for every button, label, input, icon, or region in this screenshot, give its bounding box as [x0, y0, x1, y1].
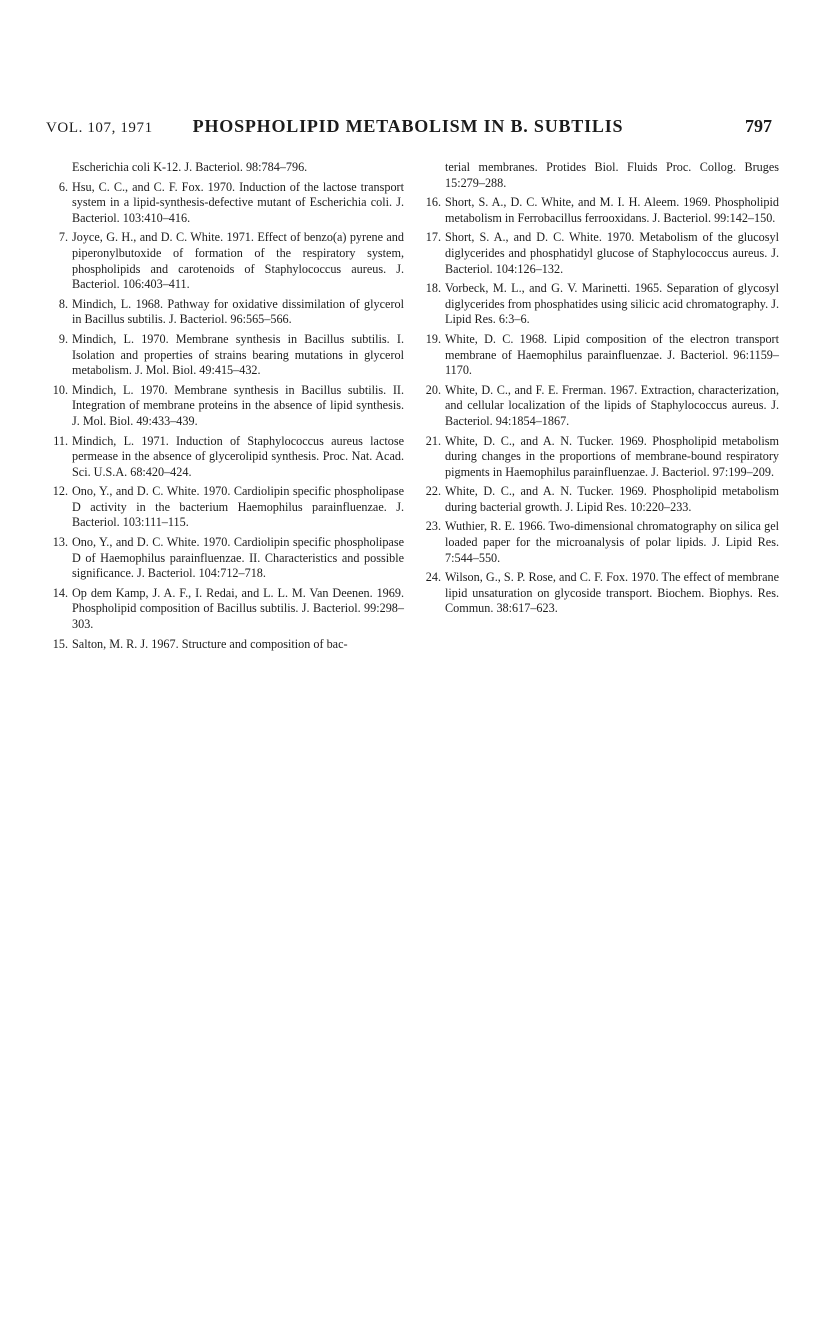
reference-text: Vorbeck, M. L., and G. V. Marinetti. 1965. Separation of glycosyl diglycerides from phosphatides using silicic acid chromatography. J. Lipid Res. 6:3–6.	[445, 281, 779, 327]
reference-number: 18.	[425, 281, 441, 296]
reference-text: Short, S. A., D. C. White, and M. I. H. Aleem. 1969. Phospholipid metabolism in Ferrobacillus ferrooxidans. J. Bacteriol. 99:142–150.	[445, 195, 779, 225]
reference-number: 11.	[53, 433, 68, 448]
reference-number: 17.	[425, 230, 441, 245]
reference-item	[54, 434, 404, 481]
reference-item	[427, 570, 779, 617]
reference-number: 24.	[425, 570, 441, 585]
reference-number: 21.	[425, 433, 441, 448]
reference-text: Mindich, L. 1971. Induction of Staphylococcus aureus lactose permease in the absence of glycerolipid synthesis. Proc. Nat. Acad. Sci. U.S.A. 68:420–424.	[72, 433, 404, 479]
reference-number: 9.	[58, 331, 68, 346]
page-header	[0, 116, 816, 142]
reference-number: 14.	[52, 585, 68, 600]
reference-item	[54, 484, 404, 531]
reference-text: Escherichia coli K-12. J. Bacteriol. 98:784–796.	[72, 160, 308, 174]
reference-text: Ono, Y., and D. C. White. 1970. Cardiolipin specific phospholipase D of Haemophilus parainfluenzae. II. Characteristics and possible significance. J. Bacteriol. 104:712–718.	[72, 535, 404, 581]
reference-item	[427, 519, 779, 566]
reference-item	[54, 180, 404, 227]
reference-text: Short, S. A., and D. C. White. 1970. Metabolism of the glucosyl diglycerides and phosphatidyl glucose of Staphylococcus aureus. J. Bacteriol. 104:126–132.	[445, 230, 779, 276]
reference-text: Hsu, C. C., and C. F. Fox. 1970. Induction of the lactose transport system in a lipid-synthesis-defective mutant of Escherichia coli. J. Bacteriol. 103:410–416.	[72, 179, 404, 225]
reference-text: Wilson, G., S. P. Rose, and C. F. Fox. 1970. The effect of membrane lipid unsaturation on glycoside transport. Biochem. Biophys. Res. Commun. 38:617–623.	[445, 570, 779, 616]
reference-text: Mindich, L. 1970. Membrane synthesis in Bacillus subtilis. I. Isolation and properties of strains bearing mutations in glycerol metabolism. J. Mol. Biol. 49:415–432.	[72, 331, 404, 378]
reference-item	[427, 434, 779, 481]
reference-text: terial membranes. Protides Biol. Fluids Proc. Collog. Bruges 15:279–288.	[445, 160, 779, 190]
reference-number: 20.	[425, 382, 441, 397]
reference-item	[54, 383, 404, 430]
reference-number: 16.	[425, 195, 441, 210]
reference-text: Mindich, L. 1970. Membrane synthesis in Bacillus subtilis. II. Integration of membrane proteins in the absence of lipid synthesis. J. Mol. Biol. 49:433–439.	[72, 382, 404, 428]
reference-number: 6.	[58, 179, 68, 194]
reference-number: 22.	[425, 484, 441, 499]
reference-number: 10.	[52, 382, 68, 397]
reference-text: Ono, Y., and D. C. White. 1970. Cardiolipin specific phospholipase D activity in the bacterium Haemophilus parainfluenzae. J. Bacteriol. 103:111–115.	[72, 484, 404, 530]
reference-item	[54, 586, 404, 633]
reference-item	[54, 535, 404, 582]
reference-text: White, D. C., and A. N. Tucker. 1969. Phospholipid metabolism during bacterial growth. J. Lipid Res. 10:220–233.	[445, 484, 779, 514]
reference-text: Mindich, L. 1968. Pathway for oxidative dissimilation of glycerol in Bacillus subtilis. J. Bacteriol. 96:565–566.	[72, 296, 404, 327]
reference-text: Joyce, G. H., and D. C. White. 1971. Effect of benzo(a) pyrene and piperonylbutoxide of formation of the respiratory system, phospholipids and carotenoids of Staphylococcus aureus. J. Bacteriol. 106:403–411.	[72, 230, 404, 292]
reference-item	[427, 484, 779, 515]
reference-text: Wuthier, R. E. 1966. Two-dimensional chromatography on silica gel loaded paper for the microanalysis of polar lipids. J. Lipid Res. 7:544–550.	[445, 519, 779, 565]
reference-number: 12.	[52, 484, 68, 499]
reference-text: White, D. C., and F. E. Frerman. 1967. Extraction, characterization, and cellular localization of the lipids of Staphylococcus aureus. J. Bacteriol. 94:1854–1867.	[445, 382, 779, 428]
reference-item	[427, 160, 779, 191]
reference-item	[427, 230, 779, 277]
reference-number: 13.	[52, 535, 68, 550]
reference-text: Salton, M. R. J. 1967. Structure and composition of bac-	[72, 636, 348, 651]
reference-text: White, D. C. 1968. Lipid composition of the electron transport membrane of Haemophilus parainfluenzae. J. Bacteriol. 96:1159–1170.	[445, 331, 779, 378]
running-title: PHOSPHOLIPID METABOLISM IN B. SUBTILIS	[192, 116, 624, 136]
reference-item	[427, 281, 779, 328]
reference-item	[427, 195, 779, 226]
reference-item	[54, 160, 404, 176]
reference-item	[427, 383, 779, 430]
reference-item	[54, 230, 404, 292]
reference-item	[54, 332, 404, 379]
reference-text: Op dem Kamp, J. A. F., I. Redai, and L. L. M. Van Deenen. 1969. Phospholipid composition of Bacillus subtilis. J. Bacteriol. 99:298–303.	[72, 585, 404, 632]
reference-number: 15.	[52, 636, 68, 651]
references-right-column	[427, 160, 779, 621]
reference-text: White, D. C., and A. N. Tucker. 1969. Phospholipid metabolism during changes in the proportions of membrane-bound respiratory pigments in Haemophilus parainfluenzae. J. Bacteriol. 97:199–209.	[445, 433, 779, 479]
reference-number: 7.	[58, 230, 68, 245]
reference-number: 8.	[58, 296, 68, 311]
reference-item	[54, 297, 404, 328]
page-number: 797	[745, 116, 772, 136]
references-left-column	[54, 160, 404, 656]
reference-number: 23.	[425, 519, 441, 534]
reference-number: 19.	[425, 331, 441, 346]
volume-label: VOL. 107, 1971	[46, 120, 153, 136]
reference-item	[54, 637, 404, 653]
reference-item	[427, 332, 779, 379]
